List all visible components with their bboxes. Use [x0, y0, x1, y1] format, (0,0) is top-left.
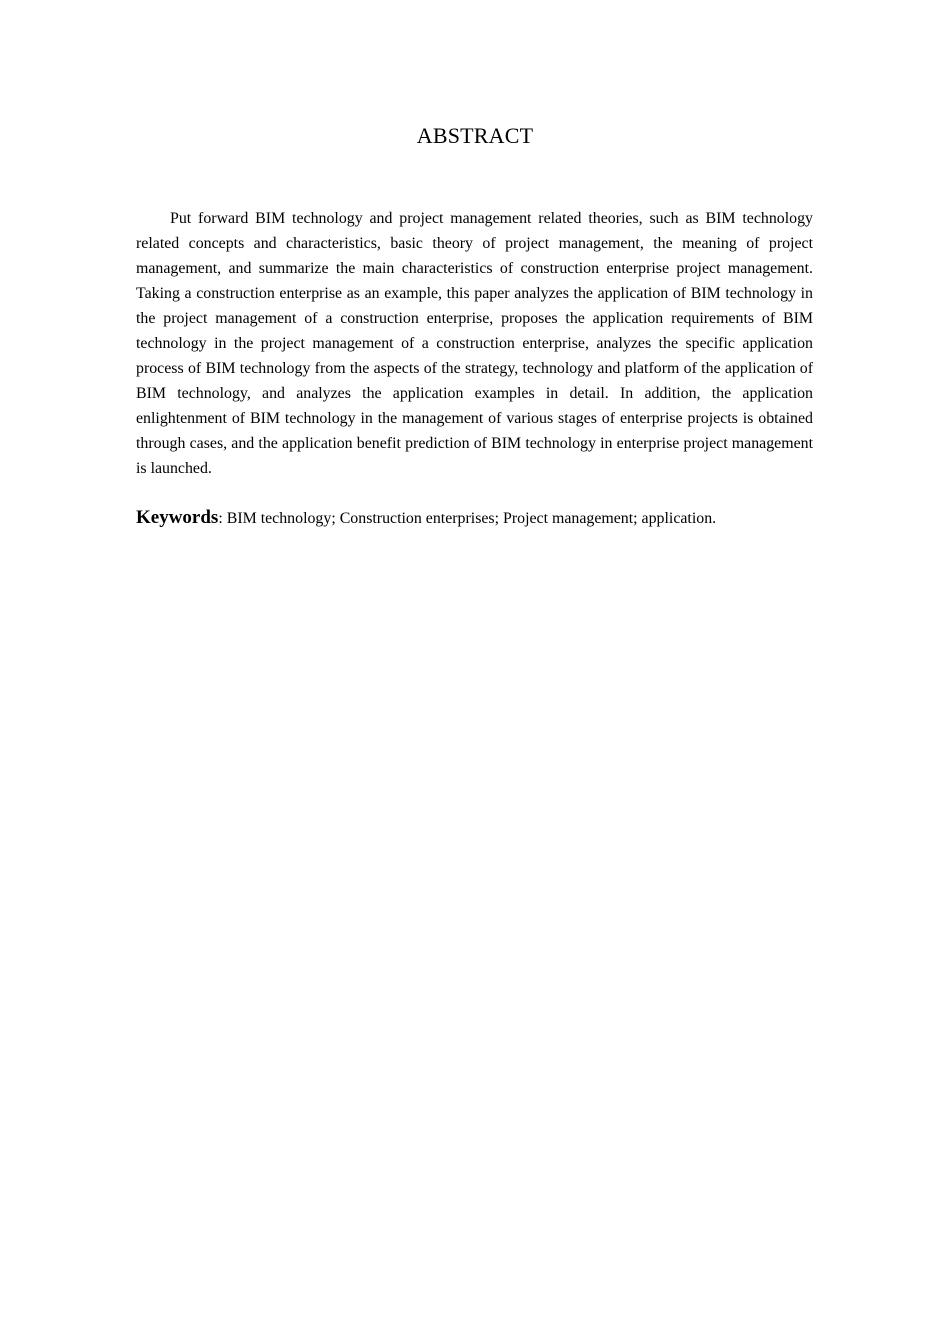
keywords-list: BIM technology; Construction enterprises; Project management; application.: [222, 510, 717, 527]
keywords-line: [136, 504, 813, 533]
keywords-separator: :: [218, 510, 223, 527]
keywords-label: Keywords: [136, 507, 219, 528]
page-title: ABSTRACT: [416, 123, 534, 148]
abstract-paragraph: Put forward BIM technology and project management related theories, such as BIM technology related concepts and characteristics, basic theory of project management, the meaning of project management, and summarize the main characteristics of construction enterprise project management. Taking a construction enterprise as an example, this paper analyzes the application of BIM technology in the project management of a construction enterprise, proposes the application requirements of BIM technology in the project management of a construction enterprise, analyzes the specific application process of BIM technology from the aspects of the strategy, technology and platform of the application of BIM technology, and analyzes the application examples in detail. In addition, the application enlightenment of BIM technology in the management of various stages of enterprise projects is obtained through cases, and the application benefit prediction of BIM technology in enterprise project management is launched.: [136, 210, 813, 477]
